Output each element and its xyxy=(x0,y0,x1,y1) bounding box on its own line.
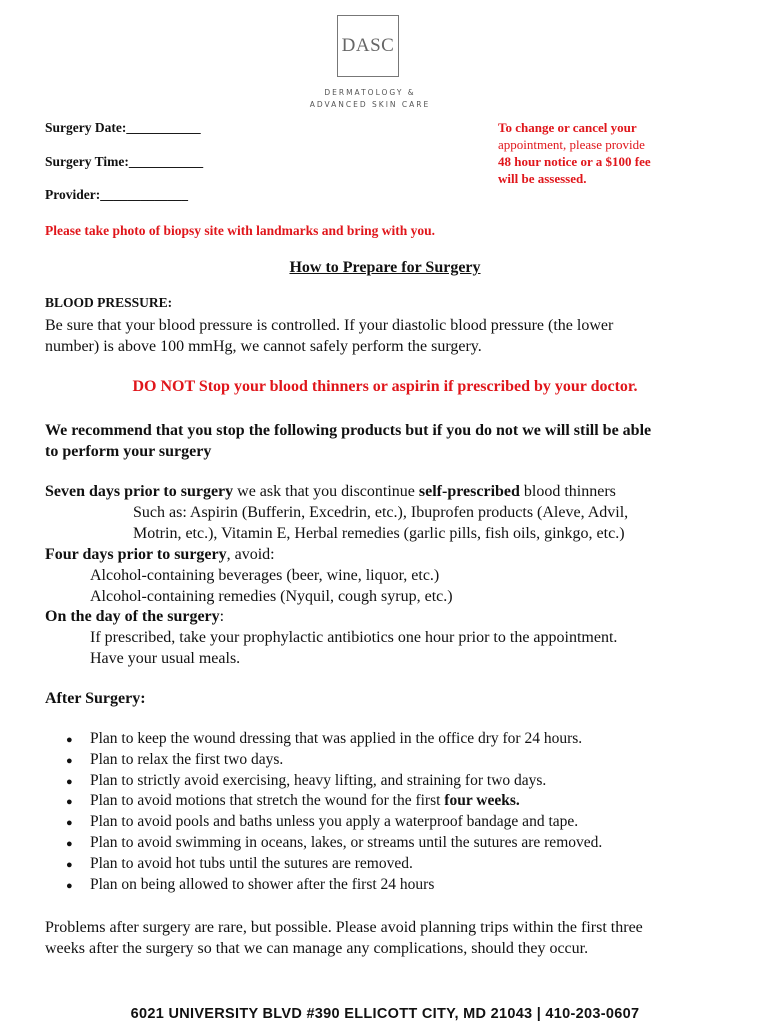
seven-days-bold: self-prescribed xyxy=(418,483,520,500)
day-of-item2: Have your usual meals. xyxy=(90,650,241,667)
logo-line1: DERMATOLOGY & xyxy=(324,88,416,97)
day-of-item1: If prescribed, take your prophylactic antibiotics one hour prior to the appointment. xyxy=(90,629,618,646)
seven-days-text-a: we ask that you discontinue xyxy=(233,483,419,500)
four-days-item1: Alcohol-containing beverages (beer, wine, liquor, etc.) xyxy=(90,567,440,584)
seven-days-label: Seven days prior to surgery xyxy=(45,483,234,500)
closing-line1: Problems after surgery are rare, but possible. Please avoid planning trips within the first three xyxy=(45,919,643,936)
four-days-item2: Alcohol-containing remedies (Nyquil, cough syrup, etc.) xyxy=(90,588,453,605)
blood-pressure-line2: number) is above 100 mmHg, we cannot safely perform the surgery. xyxy=(45,338,482,355)
day-of-label: On the day of the surgery xyxy=(45,608,220,625)
photo-notice: Please take photo of biopsy site with landmarks and bring with you. xyxy=(45,223,436,238)
list-item: ● Plan on being allowed to shower after the first 24 hours xyxy=(45,875,602,896)
notice-line4: will be assessed. xyxy=(498,171,587,186)
page-title: How to Prepare for Surgery xyxy=(289,259,481,276)
four-days-suffix: , avoid: xyxy=(226,546,275,563)
list-item: ● Plan to avoid swimming in oceans, lakes, or streams until the sutures are removed. xyxy=(45,833,602,854)
four-days-label: Four days prior to surgery xyxy=(45,546,227,563)
after-surgery-list xyxy=(45,729,602,895)
after-surgery-heading: After Surgery: xyxy=(45,690,146,707)
notice-line2: appointment, please provide xyxy=(498,137,645,152)
list-item: ● Plan to avoid pools and baths unless you apply a waterproof bandage and tape. xyxy=(45,812,602,833)
recommend-line1: We recommend that you stop the following products but if you do not we will still be able xyxy=(45,422,652,439)
seven-days-line3: Motrin, etc.), Vitamin E, Herbal remedies (garlic pills, fish oils, ginkgo, etc.) xyxy=(133,525,625,542)
seven-days-line2: Such as: Aspirin (Bufferin, Excedrin, etc.), Ibuprofen products (Aleve, Advil, xyxy=(133,504,629,521)
logo-line2: ADVANCED SKIN CARE xyxy=(309,100,431,109)
closing-line2: weeks after the surgery so that we can manage any complications, should they occur. xyxy=(45,940,589,957)
recommend-line2: to perform your surgery xyxy=(45,443,212,460)
blood-pressure-line1: Be sure that your blood pressure is controlled. If your diastolic blood pressure (the lower xyxy=(45,317,614,334)
provider-field: Provider:_____________ xyxy=(45,187,188,202)
list-item: ● Plan to keep the wound dressing that was applied in the office dry for 24 hours. xyxy=(45,729,602,750)
four-weeks-emphasis: four weeks. xyxy=(444,792,520,810)
day-of-section xyxy=(45,606,617,669)
list-item: ● Plan to avoid hot tubs until the sutures are removed. xyxy=(45,854,602,875)
blood-thinner-warning: DO NOT Stop your blood thinners or aspirin if prescribed by your doctor. xyxy=(132,378,638,395)
list-item: ● Plan to avoid motions that stretch the wound for the first four weeks. xyxy=(45,791,602,812)
seven-days-line1 xyxy=(45,481,628,502)
list-item: ● Plan to relax the first two days. xyxy=(45,750,602,771)
seven-days-text-c: blood thinners xyxy=(519,483,616,500)
surgery-time-field: Surgery Time:___________ xyxy=(45,154,204,169)
closing-paragraph xyxy=(45,917,643,959)
footer-address: 6021 UNIVERSITY BLVD #390 ELLICOTT CITY, MD 21043 | 410-203-0607 xyxy=(130,1006,640,1022)
blood-pressure-heading: BLOOD PRESSURE: xyxy=(45,295,173,310)
notice-line3: 48 hour notice or a $100 fee xyxy=(498,154,651,169)
seven-days-section xyxy=(45,481,628,544)
logo xyxy=(337,15,399,77)
blood-pressure-text xyxy=(45,315,613,357)
cancellation-notice xyxy=(498,119,738,187)
four-days-section xyxy=(45,544,453,607)
notice-line1: To change or cancel your xyxy=(498,120,637,135)
recommendation xyxy=(45,420,651,462)
day-of-line xyxy=(45,606,617,627)
logo-mark: DASC xyxy=(341,35,395,56)
four-days-line xyxy=(45,544,453,565)
day-of-suffix: : xyxy=(219,608,225,625)
surgery-date-field: Surgery Date:___________ xyxy=(45,120,201,135)
list-item: ● Plan to strictly avoid exercising, heavy lifting, and straining for two days. xyxy=(45,771,602,792)
